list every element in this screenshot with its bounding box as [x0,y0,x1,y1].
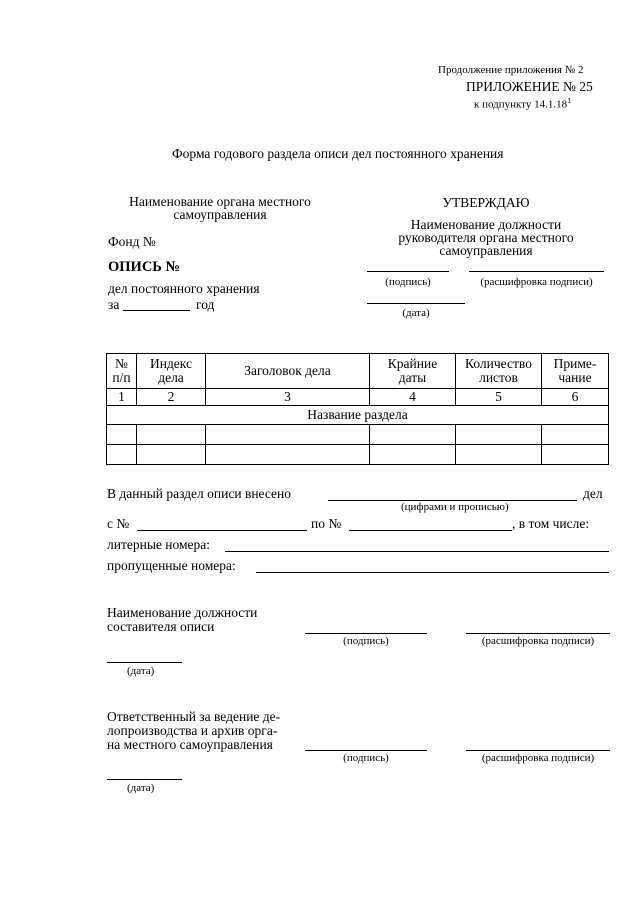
compiler-position-line2: составителя описи [107,619,215,634]
header-sheets [456,354,542,389]
compiler-signature-hint: (подпись) [343,635,389,647]
header-text: Индекс [149,356,193,371]
table-cell[interactable] [206,445,370,465]
to-number-field[interactable] [349,530,512,531]
header-dates [370,354,456,389]
col-number: 2 [137,389,206,406]
header-title [206,354,370,389]
approver-position-line2: руководителя органа местного [398,230,574,245]
letter-numbers-label: литерные номера: [107,537,211,552]
responsible-position-line1: Ответственный за ведение де- [107,709,281,724]
table-cell[interactable] [542,425,609,445]
header-text: п/п [112,370,131,385]
approver-date-hint: (дата) [402,307,430,319]
header-text: листов [479,370,518,385]
header-index [137,354,206,389]
table-row [107,425,609,445]
missing-numbers-label: пропущенные номера: [107,558,236,573]
table-cell[interactable] [370,425,456,445]
responsible-decode-field[interactable] [466,750,610,751]
from-prefix: с № [107,516,130,531]
header-text: чание [558,370,592,385]
header-text: дела [158,370,184,385]
responsible-signature-hint: (подпись) [343,752,389,764]
compiler-decode-hint: (расшифровка подписи) [481,635,595,647]
digits-hint: (цифрами и прописью) [401,501,509,513]
compiler-position [107,606,257,634]
table-cell[interactable] [456,425,542,445]
responsible-signature-field[interactable] [305,750,427,751]
table-header-row [107,354,609,389]
header-number [107,354,137,389]
table-cell[interactable] [137,425,206,445]
compiler-date-hint: (дата) [127,665,155,677]
col-number: 5 [456,389,542,406]
responsible-date-hint: (дата) [127,782,155,794]
fond-label: Фонд № [108,234,156,249]
org-name-line2: самоуправления [173,207,267,222]
approver-signature-hint: (подпись) [385,276,431,288]
header-text: Заголовок дела [244,363,331,378]
table-cell[interactable] [542,445,609,465]
appendix-title: ПРИЛОЖЕНИЕ № 25 [466,79,593,94]
including-label: , в том числе: [512,516,590,531]
table-number-row [107,389,609,406]
compiler-decode-field[interactable] [466,633,610,634]
compiler-date-field[interactable] [107,662,182,663]
approver-position-line3: самоуправления [439,243,533,258]
col-number: 6 [542,389,609,406]
header-text: Крайние [387,356,438,371]
approver-position-line1: Наименование должности [410,217,562,232]
approve-title: УТВЕРЖДАЮ [442,195,530,210]
approver-signature-field[interactable] [367,271,449,272]
col-number: 4 [370,389,456,406]
form-title: Форма годового раздела описи дел постоянного хранения [172,146,504,161]
year-field[interactable] [123,310,190,311]
table-row [107,445,609,465]
continuation-note: Продолжение приложения № 2 [438,64,584,76]
responsible-position [107,710,280,752]
approver-decode-field[interactable] [469,271,604,272]
table-cell[interactable] [370,445,456,465]
col-number: 1 [107,389,137,406]
table-cell[interactable] [137,445,206,465]
section-name-row [107,406,609,425]
inventory-table [106,353,609,465]
from-number-field[interactable] [137,530,307,531]
compiler-signature-field[interactable] [305,633,427,634]
responsible-decode-hint: (расшифровка подписи) [481,752,595,764]
responsible-date-field[interactable] [107,779,182,780]
header-text: Приме- [553,356,597,371]
to-prefix: по № [311,516,342,531]
approver-decode-hint: (расшифровка подписи) [480,276,593,288]
section-name: Название раздела [107,406,609,425]
org-name [108,195,332,221]
header-note [542,354,609,389]
table-cell[interactable] [206,425,370,445]
header-text: Количество [465,356,532,371]
table-cell[interactable] [107,425,137,445]
storage-label: дел постоянного хранения [108,281,260,296]
year-suffix: год [196,297,215,312]
header-text: даты [398,370,427,385]
compiler-position-line1: Наименование должности [107,605,258,620]
table-cell[interactable] [107,445,137,465]
subpoint-ref [474,96,571,111]
responsible-position-line3: на местного самоуправления [107,737,273,752]
table-cell[interactable] [456,445,542,465]
footnote-mark: 1 [567,96,572,105]
missing-numbers-field[interactable] [256,572,609,573]
opis-title: ОПИСЬ № [108,259,181,275]
subpoint-text: к подпункту 14.1.18 [474,98,568,111]
letter-numbers-field[interactable] [225,551,609,552]
approver-position [376,218,596,257]
entered-prefix: В данный раздел описи внесено [107,486,292,501]
entered-suffix: дел [583,486,603,501]
year-prefix: за [108,297,120,312]
responsible-position-line2: лопроизводства и архив орга- [107,723,278,738]
org-name-line1: Наименование органа местного [129,194,311,209]
col-number: 3 [206,389,370,406]
approver-date-field[interactable] [367,303,465,304]
header-text: № [115,356,128,371]
